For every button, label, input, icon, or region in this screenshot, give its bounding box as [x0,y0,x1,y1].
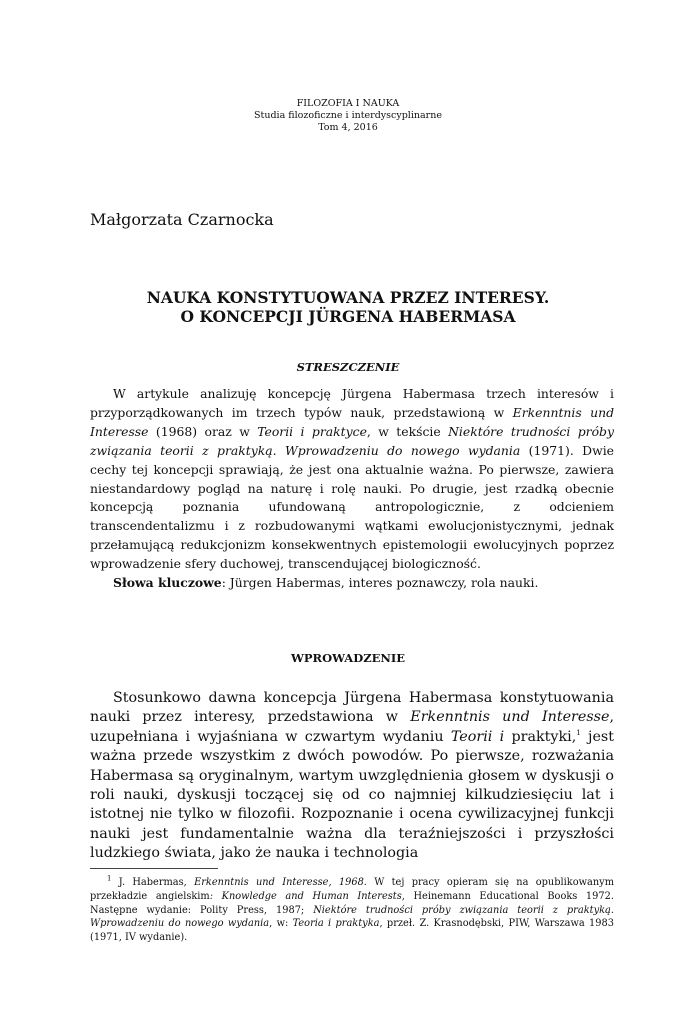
abstract-run: (1968) oraz w [148,423,258,439]
intro-run: praktyki, [504,728,577,745]
footnote-mark: 1 [107,874,112,883]
abstract-run: (1971). Dwie cechy tej koncepcji sprawiają, że jest ona aktualnie ważna. Po pierwsze, zawiera niestandardowy pogląd na naturę i rolę nauki. Po drugie, jest rzadką obecnie koncepcją poznania ufundowaną antropologicznie, z odcieniem transcendentalizmu i z rozbudowanymi wątkami ewolucjonistycznymi, jednak przełamującą redukcjonizm konsekwentnych epistemologii ewolucyjnych poprzez wprowadzenie sfery duchowej, transcendującej biologiczność. [90,442,614,572]
footnote-italic: Erkenntnis und Interesse, 1968. [194,877,367,888]
keywords-paragraph [90,574,614,593]
abstract-run: W artykule analizuję koncepcję Jürgena Habermasa trzech interesów i przyporządkowanych im trzech typów nauk, przedstawioną w [90,386,614,420]
abstract-italic-title: Erkenntnis und Interesse [90,404,615,439]
footnote [90,876,614,945]
footnote-italic: Niektóre trudności próby związania teorii z praktyką. Wprowadzeniu do nowego wydania [90,904,614,930]
footnote-run: W tej pracy opieram się na opublikowanym przekładzie angielskim [90,877,614,902]
intro-italic-title: Teorii i [450,728,505,745]
intro-run: Stosunkowo dawna koncepcja Jürgena Habermasa konstytuowania nauki przez interesy, przedstawiona w [90,690,614,726]
abstract-heading: STRESZCZENIE [296,360,400,374]
footnote-run: , przeł. Z. Krasnodębski, PIW, Warszawa 1983 (1971, IV wydanie). [90,918,614,944]
intro-text [90,689,614,864]
footnote-divider [90,868,218,869]
abstract-italic-title: Niektóre trudności próby związania teorii z praktyką. Wprowadzeniu do nowego wydania [90,423,614,458]
intro-paragraph [90,689,614,864]
keywords-label: Słowa kluczowe [113,575,222,591]
footnote-run: J. Habermas, [111,877,195,888]
intro-italic-title: Erkenntnis und Interesse [410,709,610,726]
journal-subtitle: Studia filozoficzne i interdyscyplinarne [254,110,442,121]
intro-heading: WPROWADZENIE [290,651,406,665]
abstract-run: , w tekście [366,423,449,439]
footnote-run: , w: [269,918,293,930]
footnote-italic: Teoria i praktyka [292,918,380,930]
journal-name: FILOZOFIA I NAUKA [296,98,400,109]
footnote-paragraph [90,876,614,945]
footnote-run: , Heinemann Educational Books 1972. Następne wydanie: Polity Press, 1987; [90,890,614,916]
title-line-1: NAUKA KONSTYTUOWANA PRZEZ INTERESY. [146,288,550,307]
journal-masthead [0,98,696,134]
abstract-text [90,385,614,593]
author-name: Małgorzata Czarnocka [90,210,274,229]
keywords-list: : Jürgen Habermas, interes poznawczy, rola nauki. [221,575,539,591]
intro-run: , uzupełniana i wyjaśniana w czwartym wydaniu [90,709,615,745]
abstract-paragraph [90,385,614,574]
abstract-italic-title: Teorii i praktyce [257,423,367,439]
footnote-italic: : Knowledge and Human Interests [209,890,402,902]
article-title [0,288,696,326]
title-line-2: O KONCEPCJI JÜRGENA HABERMASA [180,307,516,326]
journal-volume: Tom 4, 2016 [318,122,378,133]
footnote-reference[interactable]: 1 [576,729,581,738]
intro-run: jest ważna przede wszystkim z dwóch powodów. Po pierwsze, rozważania Habermasa są oryginalnym, wartym uwzględnienia głosem w dyskusji o roli nauki, dyskusji toczącej się od co najmniej kilkudziesięciu lat i istotnej nie tylko w filozofii. Rozpoznanie i ocena cywilizacyjnej funkcji nauki jest fundamentalnie ważna dla teraźniejszości i przyszłości ludzkiego świata, jako że nauka i technologia [90,728,614,862]
